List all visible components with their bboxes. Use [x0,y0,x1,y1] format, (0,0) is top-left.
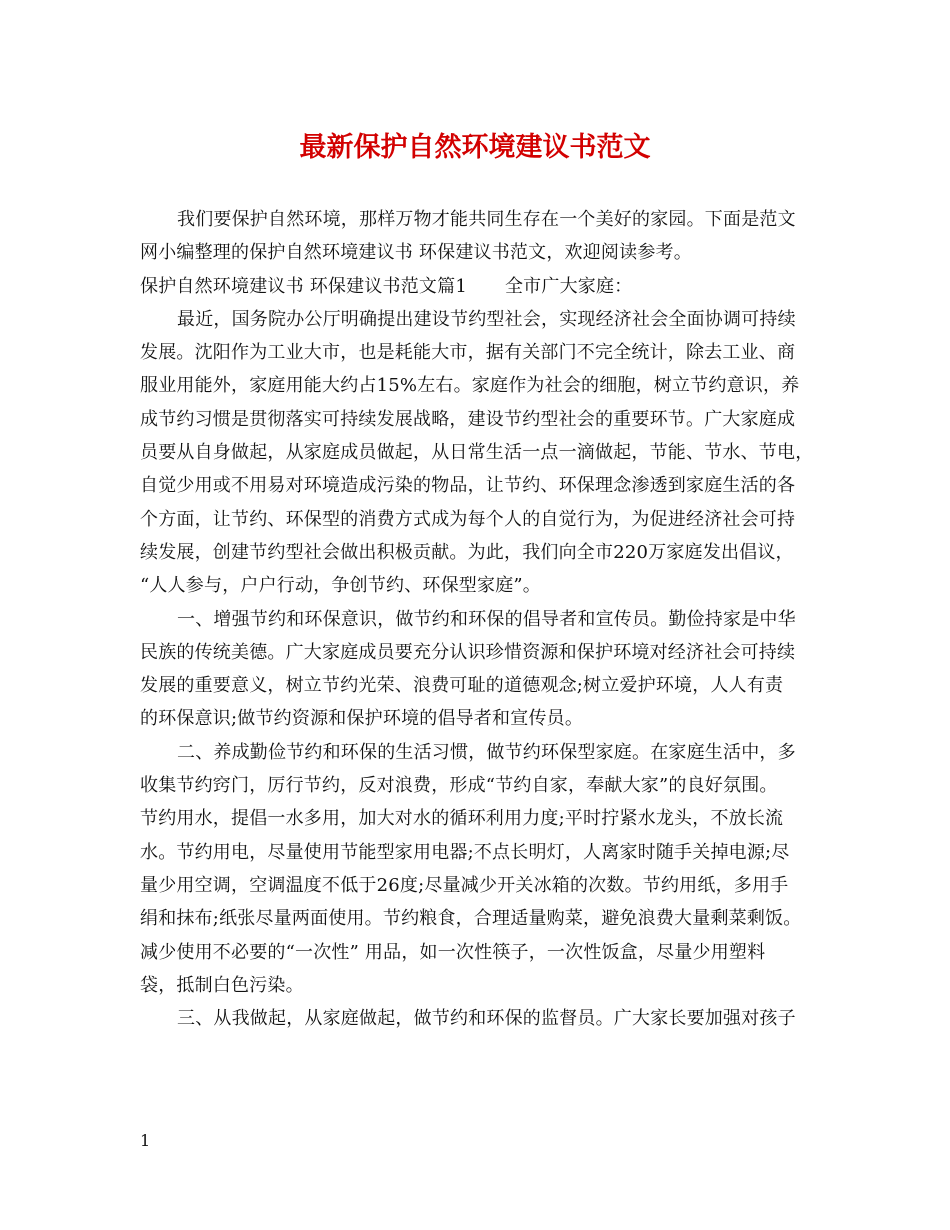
paragraph-line: 发展。沈阳作为工业大市，也是耗能大市，据有关部门不完全统计，除去工业、商 [140,342,796,364]
paragraph-line: 收集节约窍门，厉行节约，反对浪费，形成“节约自家，奉献大家”的良好氛围。 [140,775,778,797]
paragraph-line: 绢和抹布;纸张尽量两面使用。节约粮食，合理适量购菜，避免浪费大量剩菜剩饭。 [140,908,802,930]
paragraph-line: 二、养成勤俭节约和环保的生活习惯，做节约环保型家庭。在家庭生活中，多 [177,741,796,763]
paragraph-line: 节约用水，提倡一水多用，加大对水的循环利用力度;平时拧紧水龙头，不放长流 [140,808,784,830]
paragraph-line: 续发展，创建节约型社会做出积极贡献。为此，我们向全市220万家庭发出倡议， [140,541,794,563]
paragraph-line: “人人参与，户户行动，争创节约、环保型家庭”。 [140,575,542,597]
paragraph-line: 的环保意识;做节约资源和保护环境的倡导者和宣传员。 [140,708,584,730]
paragraph-line: 水。节约用电，尽量使用节能型家用电器;不点长明灯，人离家时随手关掉电源;尽 [140,841,790,863]
paragraph-line: 网小编整理的保护自然环境建议书 环保建议书范文，欢迎阅读参考。 [140,242,692,264]
paragraph-line: 量少用空调，空调温度不低于26度;尽量减少开关冰箱的次数。节约用纸，多用手 [140,874,789,896]
document-title: 最新保护自然环境建议书范文 [299,132,651,163]
section-heading: 保护自然环境建议书 环保建议书范文篇1 [140,275,467,297]
paragraph-line: 袋，抵制白色污染。 [140,974,304,996]
paragraph-line: 我们要保护自然环境，那样万物才能共同生存在一个美好的家园。下面是范文 [177,209,796,230]
paragraph-line: 成节约习惯是贯彻落实可持续发展战略，建设节约型社会的重要环节。广大家庭成 [140,408,796,430]
paragraph-line: 三、从我做起，从家庭做起，做节约和环保的监督员。广大家长要加强对孩子 [177,1008,796,1030]
document-body [140,203,815,1035]
salutation: 全市广大家庭： [504,275,633,297]
paragraph-line: 个方面，让节约、环保型的消费方式成为每个人的自觉行为，为促进经济社会可持 [140,508,796,530]
heading-line [140,270,815,303]
paragraph-line: 减少使用不必要的“一次性” 用品，如一次性筷子，一次性饭盒，尽量少用塑料 [140,941,766,963]
paragraph-line: 员要从自身做起，从家庭成员做起，从日常生活一点一滴做起，节能、节水、节电， [140,442,814,464]
paragraph-line: 服业用能外，家庭用能大约占15%左右。家庭作为社会的细胞，树立节约意识，养 [140,375,800,397]
page-number: 1 [140,1131,151,1150]
paragraph-line: 民族的传统美德。广大家庭成员要充分认识珍惜资源和保护环境对经济社会可持续 [140,641,796,663]
paragraph-line: 最近，国务院办公厅明确提出建设节约型社会，实现经济社会全面协调可持续 [177,308,796,330]
paragraph-line: 自觉少用或不用易对环境造成污染的物品，让节约、环保理念渗透到家庭生活的各 [140,475,796,497]
paragraph-line: 一、增强节约和环保意识，做节约和环保的倡导者和宣传员。勤俭持家是中华 [177,608,796,630]
paragraph-line: 发展的重要意义，树立节约光荣、浪费可耻的道德观念;树立爱护环境，人人有责 [140,675,784,697]
